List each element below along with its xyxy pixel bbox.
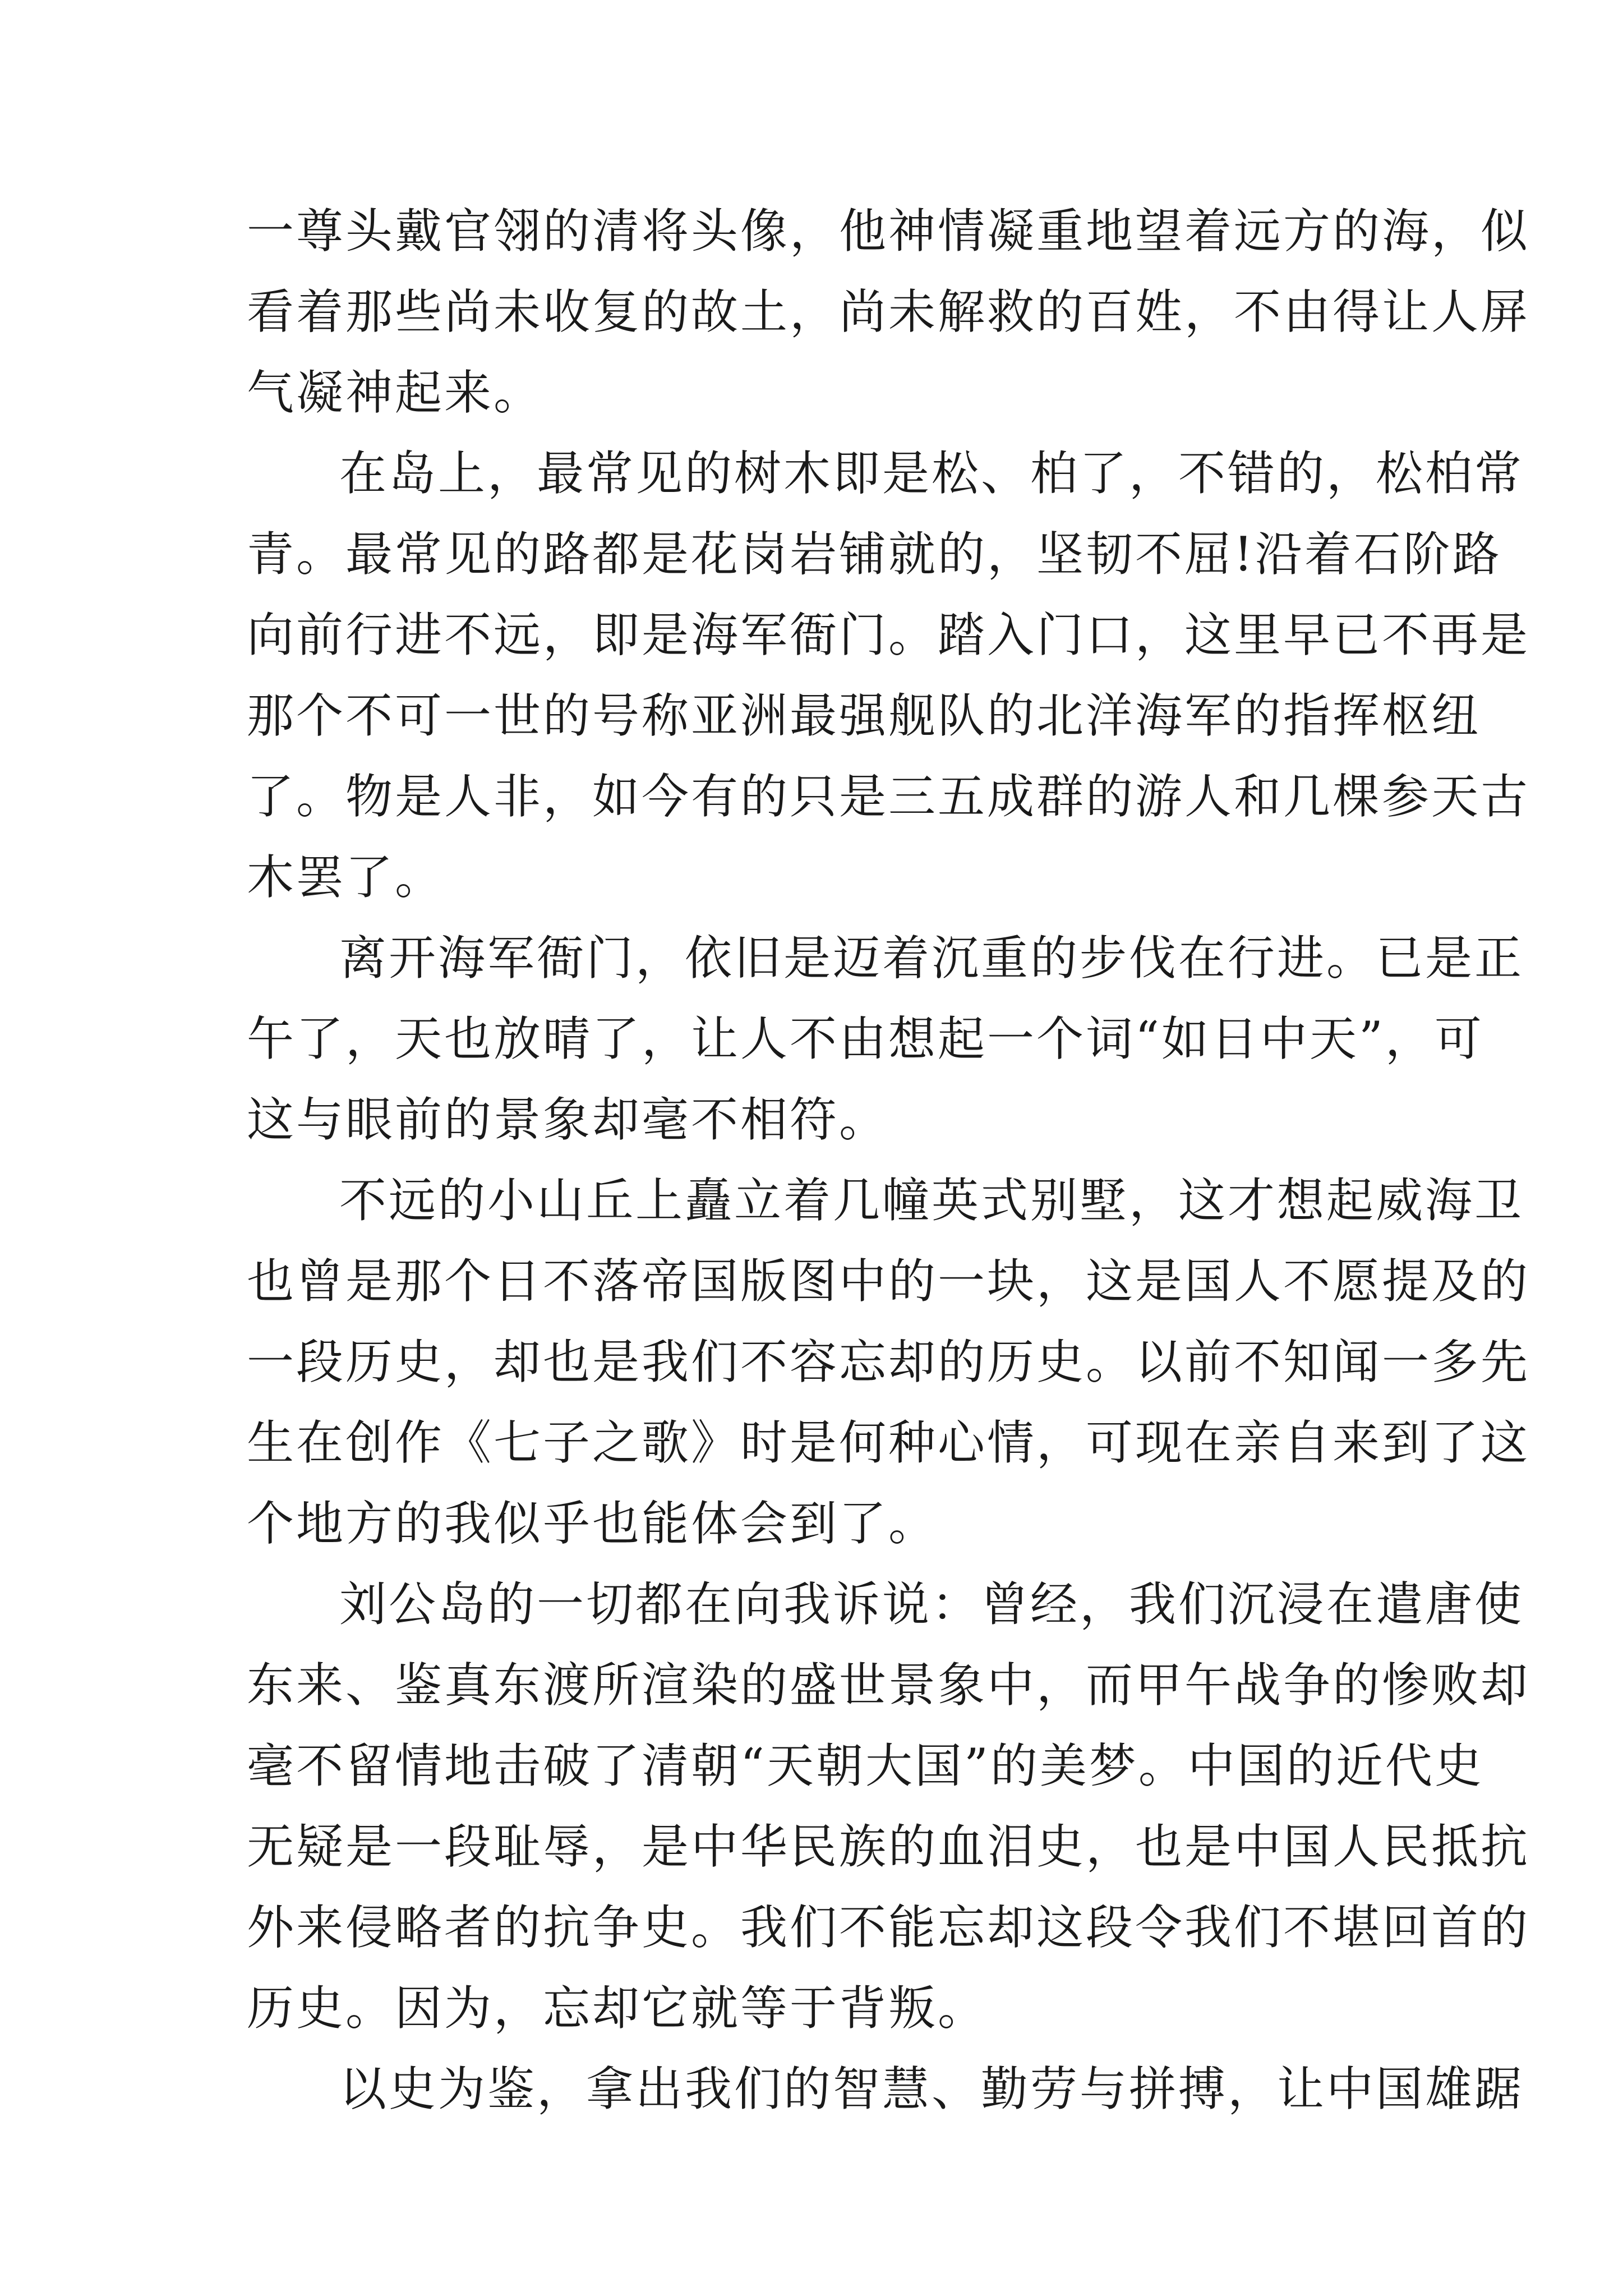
text-line: 一尊头戴官翎的清将头像，他神情凝重地望着远方的海，似	[247, 204, 1530, 259]
text-line: 东来、鉴真东渡所渲染的盛世景象中，而甲午战争的惨败却	[247, 1658, 1530, 1713]
text-line: 气凝神起来。	[247, 365, 543, 420]
text-line: 不远的小山丘上矗立着几幢英式别墅，这才想起威海卫	[339, 1173, 1524, 1228]
text-line: 看着那些尚未收复的故土，尚未解救的百姓，不由得让人屏	[247, 284, 1530, 339]
text-line: 午了，天也放晴了，让人不由想起一个词“如日中天”，可	[247, 1011, 1484, 1066]
text-line: 青。最常见的路都是花岗岩铺就的，坚韧不屈!沿着石阶路	[247, 527, 1502, 582]
text-line: 也曾是那个日不落帝国版图中的一块，这是国人不愿提及的	[247, 1254, 1530, 1309]
document-body	[247, 191, 1530, 2129]
text-line: 毫不留情地击破了清朝“天朝大国”的美梦。中国的近代史	[247, 1738, 1484, 1793]
text-line: 无疑是一段耻辱，是中华民族的血泪史，也是中国人民抵抗	[247, 1819, 1530, 1874]
text-line: 向前行进不远，即是海军衙门。踏入门口，这里早已不再是	[247, 608, 1530, 662]
text-line: 外来侵略者的抗争史。我们不能忘却这段令我们不堪回首的	[247, 1900, 1530, 1955]
text-line: 个地方的我似乎也能体会到了。	[247, 1496, 938, 1551]
text-line: 这与眼前的景象却毫不相符。	[247, 1092, 889, 1147]
text-line: 历史。因为，忘却它就等于背叛。	[247, 1981, 988, 2036]
text-line: 了。物是人非，如今有的只是三五成群的游人和几棵参天古	[247, 769, 1530, 824]
text-line: 刘公岛的一切都在向我诉说：曾经，我们沉浸在遣唐使	[339, 1577, 1524, 1632]
text-line: 生在创作《七子之歌》时是何种心情，可现在亲自来到了这	[247, 1415, 1530, 1470]
text-line: 离开海军衙门，依旧是迈着沉重的步伐在行进。已是正	[339, 931, 1524, 986]
text-line: 以史为鉴，拿出我们的智慧、勤劳与拼搏，让中国雄踞	[339, 2062, 1524, 2116]
text-line: 木罢了。	[247, 850, 445, 905]
text-line: 那个不可一世的号称亚洲最强舰队的北洋海军的指挥枢纽	[247, 688, 1481, 743]
text-line: 一段历史，却也是我们不容忘却的历史。以前不知闻一多先	[247, 1335, 1530, 1389]
text-line: 在岛上，最常见的树木即是松、柏了，不错的，松柏常	[339, 446, 1524, 501]
